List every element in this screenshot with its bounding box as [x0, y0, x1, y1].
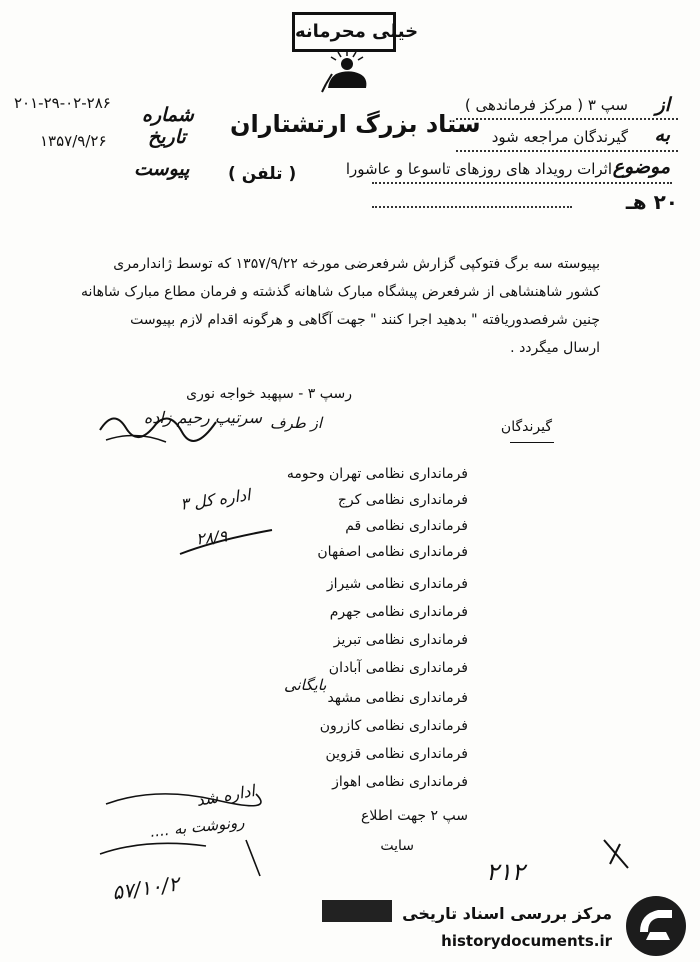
watermark-website: historydocuments.ir: [441, 932, 612, 950]
handwritten-check-mark: [600, 834, 640, 874]
to-line: [456, 150, 678, 152]
classification-stamp: خیلی محرمانه: [292, 12, 396, 52]
subject-label: موضوع: [612, 156, 670, 178]
letter-date-label: تاریخ: [148, 126, 186, 148]
signature-handwritten-prefix: از طرف: [270, 414, 322, 432]
letter-number: ۲۰۱-۲۹-۰۲-۲۸۶: [14, 94, 111, 112]
handwritten-note-done: اداره شد: [194, 781, 257, 810]
recipient-item: سپ ۲ جهت اطلاع: [361, 808, 468, 824]
attachment-label: پیوست: [134, 158, 190, 180]
recipient-item: سایت: [380, 838, 414, 854]
recipient-item: فرمانداری نظامی تبریز: [333, 632, 468, 648]
phone-note: ( تلفن ): [228, 164, 297, 184]
handwritten-note-date-2: ۵۷/۱۰/۲: [110, 871, 181, 905]
reference-mark: ۲۰ هـ: [625, 190, 678, 214]
handwritten-note-copy: رونوشت به ....: [149, 813, 246, 841]
letter-date: ۱۳۵۷/۹/۲۶: [40, 132, 107, 150]
signature-handwritten-name: سرتیپ رحیم زاده: [143, 408, 262, 427]
organization-title: ستاد بزرگ ارتشتاران: [230, 110, 481, 138]
recipient-item: فرمانداری نظامی کرج: [337, 492, 468, 508]
subject-line-2: [372, 206, 572, 208]
handwritten-scribbles: [96, 780, 266, 890]
recipient-item: فرمانداری نظامی شیراز: [326, 576, 468, 592]
letter-number-label: شماره: [142, 104, 194, 126]
recipient-item: فرمانداری نظامی کازرون: [319, 718, 468, 734]
bottom-stamp: [322, 900, 392, 922]
handwritten-note-number: ۲۱۲: [486, 858, 525, 886]
recipient-item: فرمانداری نظامی اصفهان: [317, 544, 468, 560]
recipient-item: فرمانداری نظامی جهرم: [329, 604, 468, 620]
handwritten-note-archive: بایگانی: [284, 676, 327, 694]
recipient-item: فرمانداری نظامی مشهد: [327, 690, 468, 706]
subject-value: اثرات رویداد های روزهای تاسوعا و عاشورا: [345, 160, 612, 178]
body-line: ارسال میگردد .: [510, 340, 600, 356]
recipients-heading-underline: [510, 442, 554, 443]
to-value: گیرندگان مراجعه شود: [491, 128, 628, 146]
recipient-item: فرمانداری نظامی تهران وحومه: [286, 466, 468, 482]
lion-and-sun-emblem: [318, 48, 376, 94]
handwritten-note-department: اداره کل ۳: [179, 485, 252, 514]
signature-scribble: [96, 400, 226, 448]
body-line: بپیوسته سه برگ فتوکپی گزارش شرفعرضی مورخه ۱۳۵۷/۹/۲۲ که توسط ژاندارمری: [113, 256, 600, 272]
subject-line: [372, 182, 672, 184]
to-label: به: [654, 124, 670, 146]
signature-title: رسپ ۳ - سپهبد خواجه نوری: [186, 386, 352, 402]
recipient-item: فرمانداری نظامی اهواز: [332, 774, 468, 790]
watermark-center-name: مرکز بررسی اسناد تاریخی: [402, 904, 612, 923]
handwritten-note-date: ۲۸/۹: [195, 526, 229, 549]
from-label: از: [655, 94, 670, 116]
from-line: [456, 118, 678, 120]
body-line: چنین شرفصدوریافته " بدهید اجرا کنند " جهت آگاهی و هرگونه اقدام لازم بپیوست: [130, 312, 600, 328]
body-line: کشور شاهنشاهی از شرفعرض پیشگاه مبارک شاهانه گذشته و فرمان مطاع مبارک شاهانه: [80, 284, 600, 300]
recipient-item: فرمانداری نظامی قزوین: [325, 746, 468, 762]
from-value: سپ ۳ ( مرکز فرماندهی ): [464, 96, 628, 114]
recipient-item: فرمانداری نظامی آبادان: [328, 660, 468, 676]
recipient-item: فرمانداری نظامی قم: [345, 518, 468, 534]
recipients-heading: گیرندگان: [500, 419, 552, 435]
handwritten-underline: [176, 520, 276, 560]
archive-logo-icon: [626, 896, 686, 956]
